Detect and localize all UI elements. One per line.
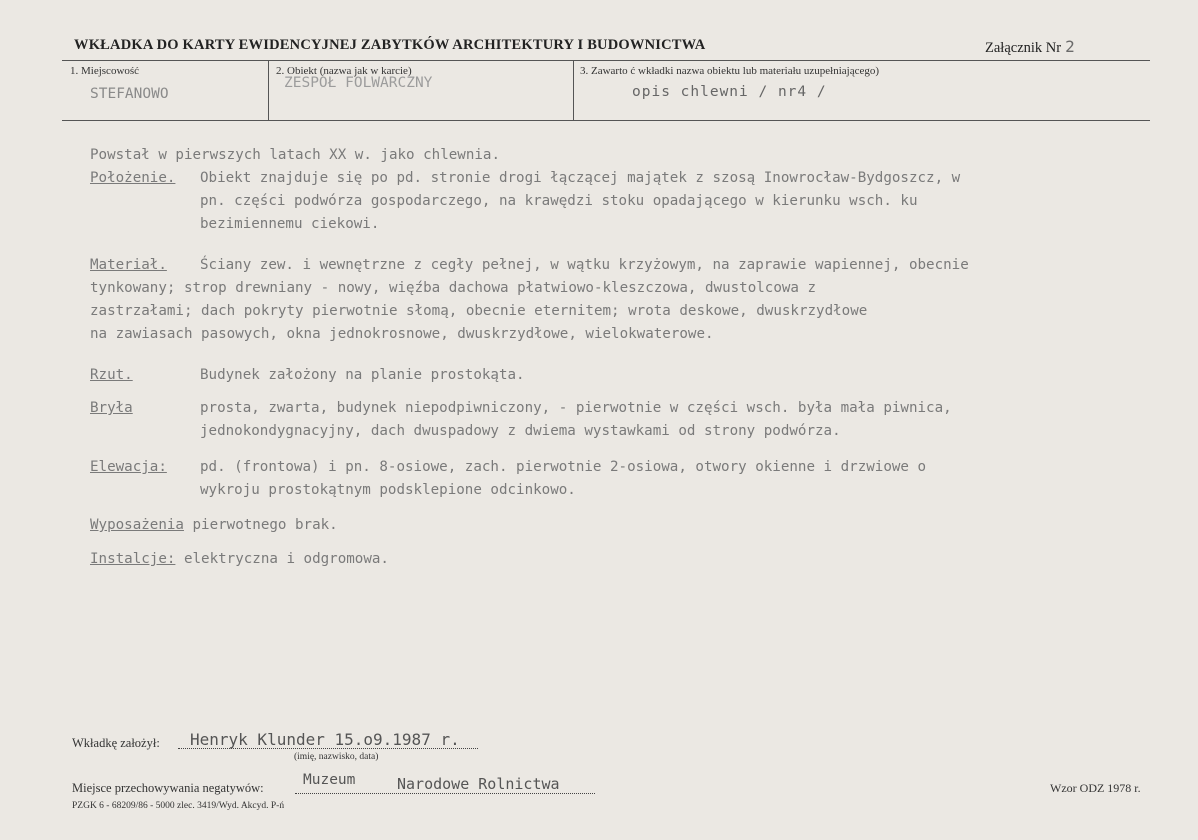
- header-top-rule: [62, 60, 1150, 61]
- form-title: WKŁADKA DO KARTY EWIDENCYJNEJ ZABYTKÓW ARCHITEKTURY I BUDOWNICTWA: [74, 37, 706, 53]
- field-2-value: ZESPÓŁ FOLWARCZNY: [284, 75, 433, 91]
- annex-label: Załącznik Nr: [985, 40, 1062, 56]
- field-divider-2: [573, 60, 574, 120]
- instalacje-text: elektryczna i odgromowa.: [183, 551, 389, 567]
- section-label-wyposazenia: Wyposażenia: [90, 517, 184, 533]
- intro-line: Powstał w pierwszych latach XX w. jako chlewnia.: [90, 147, 500, 163]
- annex-number: [985, 37, 1075, 57]
- created-by-label: Wkładkę założył:: [72, 736, 160, 750]
- field-3-value: opis chlewni / nr4 /: [632, 84, 827, 100]
- created-by-line: [178, 748, 478, 749]
- section-label-instalacje: Instalcje:: [90, 551, 176, 567]
- polozenie-line-3: bezimiennemu ciekowi.: [200, 216, 380, 232]
- field-1-label: 1. Miejscowość: [70, 65, 140, 77]
- section-label-polozenie: Położenie.: [90, 170, 176, 186]
- instalacje-line: [90, 548, 389, 571]
- storage-line: [295, 793, 595, 794]
- material-line-2: tynkowany; strop drewniany - nowy, więźba dachowa płatwiowo-kleszczowa, dwustolcowa z: [90, 280, 817, 296]
- section-label-bryla: Bryła: [90, 400, 133, 416]
- bryla-line-1: prosta, zwarta, budynek niepodpiwniczony, - pierwotnie w części wsch. była mała piwnica,: [200, 400, 952, 416]
- print-info: PZGK 6 - 68209/86 - 5000 zlec. 3419/Wyd. Akcyd. P-ń: [72, 801, 285, 811]
- storage-value-museum: Muzeum: [303, 772, 356, 788]
- storage-value-name: Narodowe Rolnictwa: [397, 775, 560, 793]
- material-line-3: zastrzałami; dach pokryty pierwotnie słomą, obecnie eternitem; wrota deskowe, dwuskrzydłowe: [90, 303, 868, 319]
- field-1-value: STEFANOWO: [90, 86, 169, 102]
- form-code: Wzor ODZ 1978 r.: [1050, 781, 1141, 795]
- material-line-4: na zawiasach pasowych, okna jednokrosnowe, dwuskrzydłowe, wielokwaterowe.: [90, 326, 714, 342]
- section-label-material: Materiał.: [90, 257, 167, 273]
- bryla-line-2: jednokondygnacyjny, dach dwuspadowy z dwiema wystawkami od strony podwórza.: [200, 423, 841, 439]
- field-divider-1: [268, 60, 269, 120]
- storage-label: Miejsce przechowywania negatywów:: [72, 781, 264, 795]
- polozenie-line-2: pn. części podwórza gospodarczego, na krawędzi stoku opadającego w kierunku wsch. ku: [200, 193, 918, 209]
- created-by-hint: (imię, nazwisko, data): [294, 752, 379, 762]
- section-label-rzut: Rzut.: [90, 367, 133, 383]
- rzut-line-1: Budynek założony na planie prostokąta.: [200, 367, 525, 383]
- field-2-label: 2. Obiekt (nazwa jak w karcie): [276, 65, 412, 77]
- header-bottom-rule: [62, 120, 1150, 121]
- elewacja-line-2: wykroju prostokątnym podsklepione odcinkowo.: [200, 482, 576, 498]
- elewacja-line-1: pd. (frontowa) i pn. 8-osiowe, zach. pierwotnie 2-osiowa, otwory okienne i drzwiowe o: [200, 459, 927, 475]
- wyposazenia-line: [90, 514, 338, 537]
- section-label-elewacja: Elewacja:: [90, 459, 167, 475]
- material-line-1: Ściany zew. i wewnętrzne z cegły pełnej, w wątku krzyżowym, na zaprawie wapiennej, obecnie: [200, 257, 969, 273]
- polozenie-line-1: Obiekt znajduje się po pd. stronie drogi łączącej majątek z szosą Inowrocław-Bydgoszcz, w: [200, 170, 961, 186]
- field-3-label: 3. Zawarto ć wkładki nazwa obiektu lub materiału uzupełniającego): [580, 65, 880, 77]
- created-by-value: Henryk Klunder 15.o9.1987 r.: [190, 730, 460, 749]
- wyposazenia-text: pierwotnego brak.: [192, 517, 338, 533]
- annex-value: 2: [1065, 37, 1075, 56]
